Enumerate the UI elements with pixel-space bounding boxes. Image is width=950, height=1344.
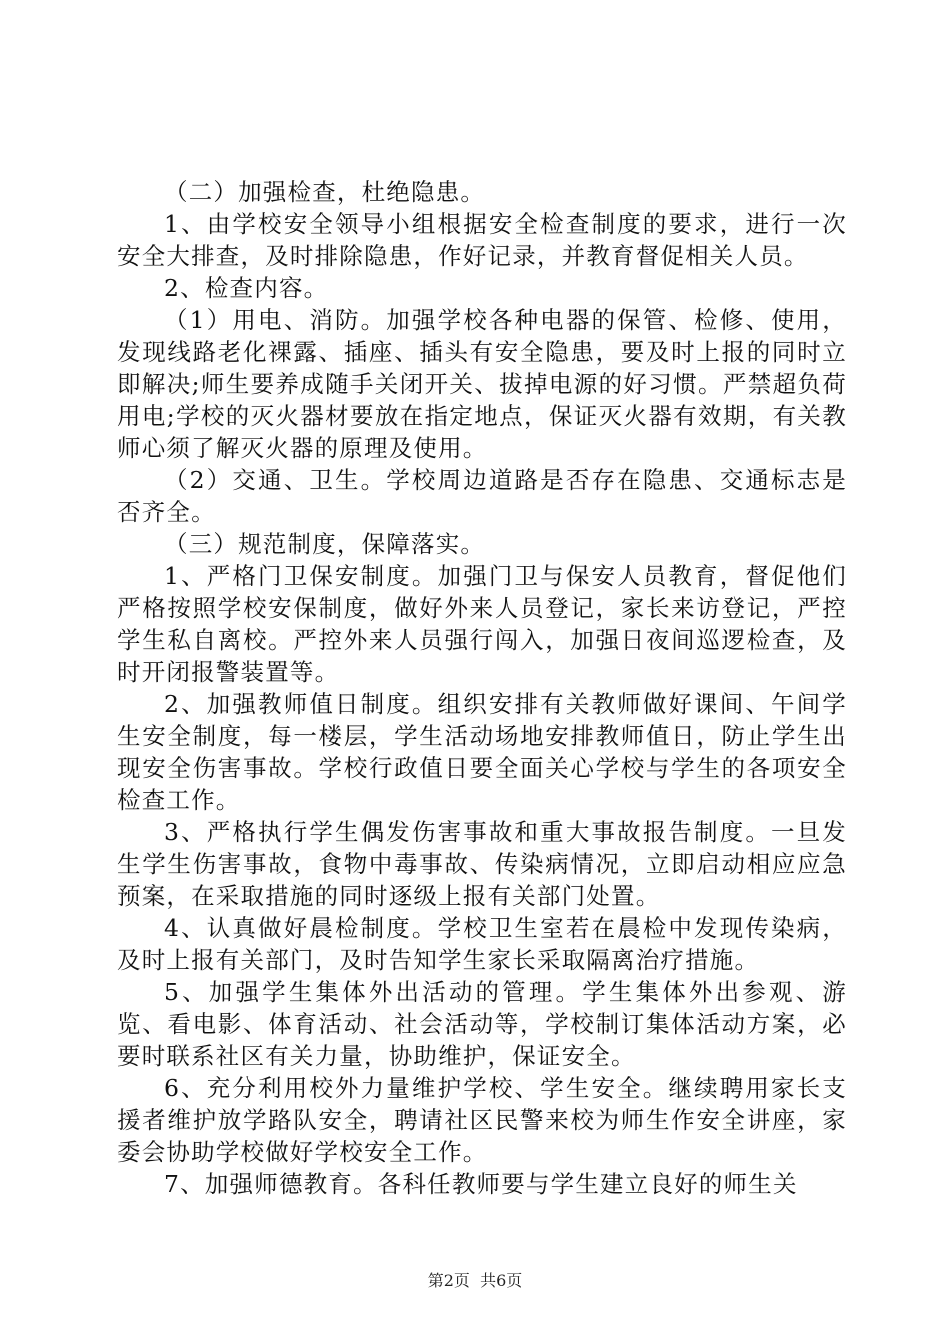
paragraph: 5、加强学生集体外出活动的管理。学生集体外出参观、游览、看电影、体育活动、社会活动等，学校制订集体活动方案，必要时联系社区有关力量，协助维护，保证安全。 — [117, 978, 847, 1070]
paragraph: 2、加强教师值日制度。组织安排有关教师做好课间、午间学生安全制度，每一楼层，学生活动场地安排教师值日，防止学生出现安全伤害事故。学校行政值日要全面关心学校与学生的各项安全检查工作。 — [117, 690, 847, 814]
paragraph: 1、严格门卫保安制度。加强门卫与保安人员教育，督促他们严格按照学校安保制度，做好外来人员登记，家长来访登记，严控学生私自离校。严控外来人员强行闯入，加强日夜间巡逻检查，及时开闭报警装置等。 — [117, 562, 847, 686]
paragraph: 4、认真做好晨检制度。学校卫生室若在晨检中发现传染病，及时上报有关部门，及时告知学生家长采取隔离治疗措施。 — [117, 914, 847, 974]
paragraph: 1、由学校安全领导小组根据安全检查制度的要求，进行一次安全大排查，及时排除隐患，作好记录，并教育督促相关人员。 — [117, 210, 847, 270]
paragraph: 2、检查内容。 — [164, 274, 329, 302]
heading-section-2: （二）加强检查，杜绝隐患。 — [164, 178, 486, 206]
paragraph: （2）交通、卫生。学校周边道路是否存在隐患、交通标志是否齐全。 — [117, 466, 847, 526]
paragraph: 7、加强师德教育。各科任教师要与学生建立良好的师生关 — [164, 1170, 798, 1198]
paragraph: 6、充分利用校外力量维护学校、学生安全。继续聘用家长支援者维护放学路队安全，聘请社区民警来校为师生作安全讲座，家委会协助学校做好学校安全工作。 — [117, 1074, 847, 1166]
heading-section-3: （三）规范制度，保障落实。 — [164, 530, 486, 558]
document-body — [117, 176, 847, 1200]
paragraph: （1）用电、消防。加强学校各种电器的保管、检修、使用，发现线路老化裸露、插座、插头有安全隐患，要及时上报的同时立即解决;师生要养成随手关闭开关、拔掉电源的好习惯。严禁超负荷用电;学校的灭火器材要放在指定地点，保证灭火器有效期，有关教师心须了解灭火器的原理及使用。 — [117, 306, 847, 462]
paragraph: 3、严格执行学生偶发伤害事故和重大事故报告制度。一旦发生学生伤害事故，食物中毒事故、传染病情况，立即启动相应应急预案，在采取措施的同时逐级上报有关部门处置。 — [117, 818, 847, 910]
page-footer — [0, 1268, 950, 1291]
page-number: 第2页 共6页 — [427, 1271, 523, 1290]
